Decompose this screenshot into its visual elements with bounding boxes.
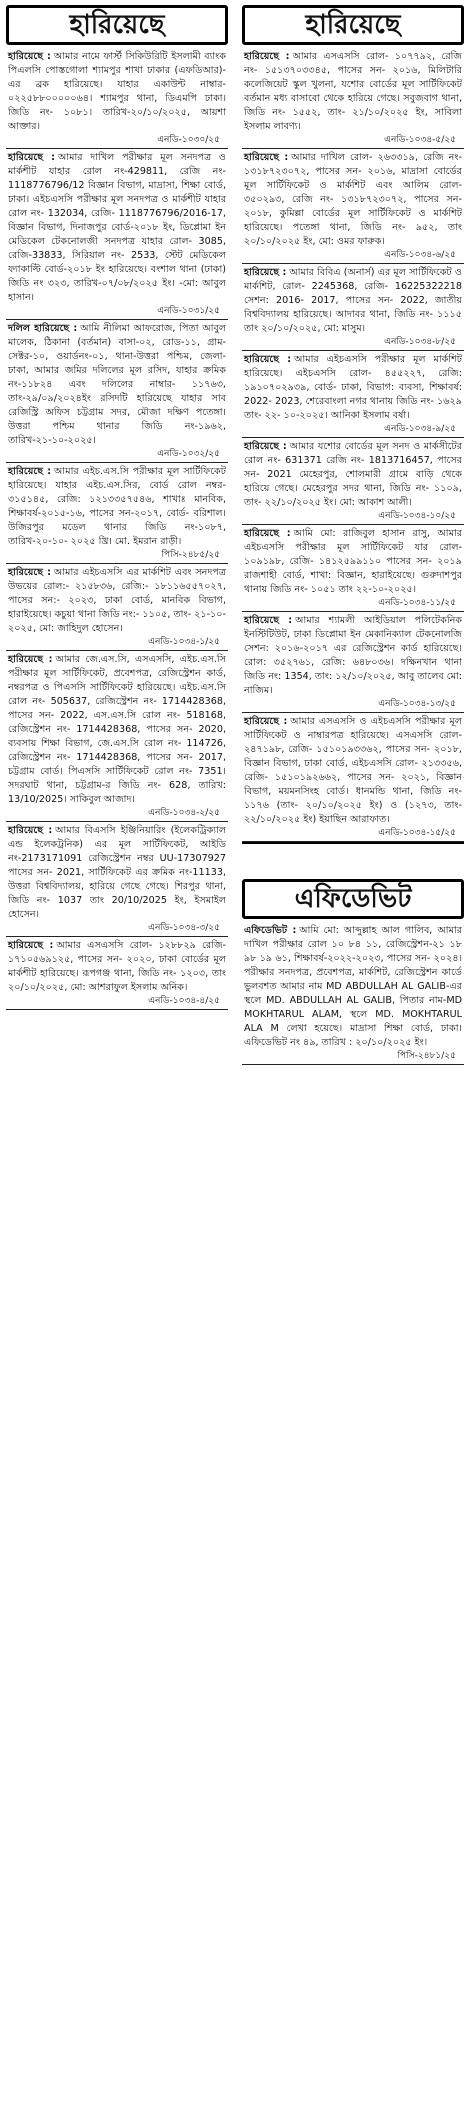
notice-code: এনডি-১০৩৪-৮/২৫ [384, 337, 456, 347]
notice-lead: হারিয়েছে : [244, 354, 292, 365]
notice-lead: হারিয়েছে : [8, 940, 54, 951]
notice-text: আমার এইচ.এস.সি পরীক্ষার মূল সার্টিফিকেট হারিয়েছে। যাহার এইচ.এস.সির, বোর্ড রোল নম্বর- ৩১৫১৪৫, রেজি: ১২১৩৩৫৭৫৪৬, শাখাঃ মানবিক, শিক্ষাবর্ষ-২০১৫-১৬, পাসের সন-২০১৭, বোর্ড- বরিশাল। উজিরপুর মডেল থানার জিডি নং-১০৮৭, তারিখ-২০-১০- ২০২৫ খ্রি। মো. ইমরান রাড়ী। [8, 466, 226, 547]
classified-notice [242, 264, 464, 351]
affidavit-notice [242, 922, 464, 1065]
lost-section-header-left: হারিয়েছে [6, 5, 228, 45]
notice-text: আমার বিএসসি ইঞ্জিনিয়ারিং (ইলেকট্রিক্যাল এন্ড ইলেকট্রনিক) এর মূল সার্টিফিকেট, আইডি নং-2173171091 রেজিস্ট্রেশন নম্বর UU-17307927 পাসের সন- 2021, সার্টিফিকেট এর ক্রমিক নং-11133, উত্তরা বিশ্ববিদ্যালয়, হারিয়ে গেছে গেছে। শিরপুর থানা, জিডি নং- 1037 তাং 20/10/2025 ইং, ইসমাইল হোসেন। [8, 825, 227, 920]
right-ads-list [242, 48, 464, 842]
right-column [242, 5, 464, 1065]
notice-lead: হারিয়েছে : [8, 567, 51, 578]
notice-lead: হারিয়েছে : [8, 654, 53, 665]
notice-lead: দলিল হারিয়েছে : [8, 323, 78, 334]
notice-text: আমার এইচএসসি পরীক্ষার মূল মার্কশিট হারিয়েছে। এইচএসসি রোল- ৪৫৫২২৭, রেজি: ১৯১০৭০২৯৩৯, বোর্ড- ঢাকা, বিভাগ: ব্যবসা, শিক্ষাবর্ষ: 2022- 2023, শেরেবাংলা নগর থানায় জিডি নং- ১৬২৯ তাং- ২২- ১০-২০২৫। আনিকা ইসলাম বর্ষা। [244, 354, 462, 421]
notice-code: এনডি-১০৩৪-২/২৫ [148, 808, 220, 818]
classified-notice [6, 651, 228, 822]
notice-code: এনডি-১০৩১/২৫ [157, 306, 220, 316]
classified-notice [242, 48, 464, 149]
notice-text: আমার নামে ফার্স্ট সিকিউরিটি ইসলামী ব্যাংক পিএলসি পোস্তগোলা শ্যামপুর শাখা ঢাকার (এফডিআর)-এর ব্রক হারিয়েছে। যাহার একাউন্ট নাম্বার- ০২২৫৮৮০০০০০৬৪। শ্যামপুর থানা, ডিএমপি ঢাকা। জিডি নং- ১০৮১। তারিখ-২০/১০/২০২৫, আয়শা আক্তার। [8, 51, 226, 132]
classified-notice [6, 564, 228, 651]
notice-code: এনডি-১০৩৪-১/২৫ [148, 637, 220, 647]
notice-lead: হারিয়েছে : [8, 51, 51, 62]
notice-text: আমার যশোর বোর্ডের মূল সনদ ও মার্কসীটের রোল নং- 631371 রেজি নং- 1813716457, পাসের সন- 2021 মেহেরপুর, শোলমারী গ্রামে বাড়ি থেকে হারিয়ে গেছে। মেহেরপুর সদর থানা, জিডি নং- ১১০৯, তাং- ২২/১০/২০২৫ ইং। মো: আকাশ আলী। [244, 441, 462, 508]
notice-text: আমার দাখিল রোল- ২৬৩৩১৯, রেজি নং- ১৩১৮৭২৩০৭২, পাসের সন- ২০১৬, মাদ্রাসা বোর্ডের মূল সার্টিফিকেট ও মার্কশিট এবং আলিম রোল- ৩৫০২৯৩, রেজি নং- ১৩১৮৭২৩০৭২, পাসের সন- ২০১৮, কুমিল্লা বোর্ডের মূল সার্টিফিকেট ও মার্কশিট হারিয়েছে। পতেঙ্গা থানা, জিডি নং- ৯৫২, তাং ২০/১০/২০২৫ ইং, মো: ওমর ফারুক। [244, 152, 462, 247]
notice-lead: হারিয়েছে : [244, 441, 287, 452]
classified-notice [6, 48, 228, 149]
notice-text: আমার এসএসসি রোল- ১০৭৭৯২, রেজি নং- ১৫১৩৭০৩৩৪৫, পাসের সন- ২০১৬, মিলিটারি কলেজিয়েট স্কুল খুলনা, যশোর বোর্ডের মূল সার্টিফিকেট বর্তমান মধ্য বাসাবো থেকে হারিয়ে গেছে। সবুজবাগ থানা, জিডি নং- ১৫৫২, তাং- ২১/১০/২০২৫ ইং, সাবিলা ইসলাম লাবণ্য। [244, 51, 462, 132]
classified-notice [6, 822, 228, 937]
notice-lead: হারিয়েছে : [244, 615, 293, 626]
notice-code: পিসি-২৪৮৫/২৫ [161, 550, 220, 560]
notice-code: এনডি-১০৩৪-৬/২৫ [384, 250, 456, 260]
notice-lead: হারিয়েছে : [244, 716, 288, 727]
notice-code: এনডি-১০৩৪-১০/২৫ [378, 511, 456, 521]
notice-text: আমার এইচএসসি এর মার্কশিট এবং সনদপত্র উভয়ের রোল:- ২১৫৮৩৬, রেজি:- ১৮১১৬৫৫৭০২৭, পাসের সন:- ২০২৩, ঢাকা বোর্ড, মানবিক বিভাগ, হারাইয়েছে। কচুয়া থানা জিডি নং:- ১১০৫, তাং- ২১-১০- ২০২৫, মো: জাহিদুল হোসেন। [8, 567, 226, 634]
notice-text: আমার শ্যামলী আইডিয়াল পলিটেকনিক ইনস্টিটিউট, ঢাকা ডিপ্লোমা ইন মেকানিক্যাল টেকনোলজি সেশন: ২০১৬-২০১৭ এর রেজিস্ট্রেশন কার্ড হারিয়েছে। রোল: ৩৫২৭৬১, রেজি: ৬৪৮০৩৬। দক্ষিনখান থানা জিডি নং: 1354, তাং: ১২/১০/২০২৫, আবু তালেব মো: নাজিম। [244, 615, 463, 696]
left-column [6, 5, 228, 1010]
classified-notice [242, 438, 464, 525]
section-divider [242, 842, 464, 879]
classified-notice [6, 463, 228, 564]
classified-notice [6, 149, 228, 320]
notice-code: এনডি-১০৩৪-৩/২৫ [148, 923, 220, 933]
notice-code: এনডি-১০৩২/২৫ [157, 449, 220, 459]
notice-lead: হারিয়েছে : [244, 51, 290, 62]
notice-lead: হারিয়েছে : [244, 528, 291, 539]
classified-notice [242, 612, 464, 713]
notice-code: এনডি-১০৩০/২৫ [157, 135, 220, 145]
classified-notice [6, 320, 228, 463]
notice-code: এনডি-১০৩৪-৫/২৫ [384, 135, 456, 145]
classified-notice [242, 149, 464, 264]
notice-code: এনডি-১০৩৪-৪/২৫ [148, 996, 220, 1006]
classified-notice [242, 525, 464, 612]
notice-lead: হারিয়েছে : [8, 825, 53, 836]
classified-notice [6, 937, 228, 1010]
notice-text: আমার এসএসসি ও এইচএসসি পরীক্ষার মূল সার্টিফিকেট ও নাম্বারপত্র হারিয়েছে। এসএসসি রোল- ২৪৭১৯৮, রেজি- ১৫১০১৯৩৩৬২, পাসের সন- ২০১৮, বিজ্ঞান বিভাগ, ঢাকা বোর্ড, এইচএসসি রোল- ২১৩৩৫৬, রেজি- ১৫১০১৯২৬৬২, পাসের সন- ২০২১, বিজ্ঞান বিভাগ, ময়মনসিংহ বোর্ড। ধানমন্ডি থানা, জিডি নং- ১১৭৬ (তাং- ২০/১০/২০২৫ ইং) ও (১২৭৩, তাং- ২২/১০/২০২৫ ইং) ইয়াছিন আরাফাত। [244, 716, 462, 825]
classified-notice [242, 713, 464, 842]
notice-text: আমার এসএসসি রোল- ১২৮৮২৯ রেজি- ১৭১০৫৬৯১২৫, পাসের সন- ২০২০, ঢাকা বোর্ডের মূল মার্কশীট হারিয়েছে। রূপগঞ্জ থানা, জিডি নং- ১২০৩, তাং ২০/১০/২০২৫, মো: আশরাফুল ইসলাম অনিক। [8, 940, 227, 993]
affidavit-lead: এফিডেভিট : [244, 925, 297, 936]
notice-code: এনডি-১০৩৪-৯/২৫ [384, 424, 456, 434]
notice-code: এনডি-১০৩৪-১১/২৫ [378, 598, 456, 608]
notice-text: আমার জে.এস.সি, এসএসসি, এইচ.এস.সি পরীক্ষার মূল সার্টিফিকেট, প্রবেশপত্র, রেজিস্ট্রেশন কার্ড, নম্বরপত্র ও পিএসসি সার্টিফিকেট হারিয়েছে। এইচ.এস.সি রোল নং- 505637, রেজিস্ট্রেশন নং- 1714428368, পাসের সন- 2022, এস.এস.সি রোল নং- 518168, রেজিস্ট্রেশন নং- 1714428368, পাসের সন- 2020, ব্যবসায় শিক্ষা বিভাগ, জে.এস.সি রোল নং- 114726, রেজিস্ট্রেশন নং- 1714428368, পাসের সন- 2017, চট্টগ্রাম বোর্ড। পিএসসি সার্টিফিকেট রোল নং- 7351। সদরঘাট থানা, চট্টগ্রাম-র জিডি নং- 628, তারিখ: 13/10/2025। সাকিবুল আজাদ। [8, 654, 226, 805]
notice-text: আমি মো: রাজিবুল হাসান রাসু, আমার এইচএসসি পরীক্ষার মূল সার্টিফিকেট যার রোল- ১০৯১৯৮, রেজি- ১৪১২৫৯৯১১০ পাসের সন- ২০১৯ রাজশাহী বোর্ড, শাখা: বিজ্ঞান, হারাইয়েছে। গুরুদাশপুর থানায় জিডি নং- ১০৫১ তাং ২২-১০-২০২৫। [244, 528, 463, 595]
notice-text: আমার দাখিল পরীক্ষার মূল সনদপত্র ও মার্কশীট যাহার রোল নং-429811, রেজি নং- 1118776796/12 বিজ্ঞান বিভাগ, মাদ্রাসা, শিক্ষা বোর্ড, ঢাকা। এইচএসসি পরীক্ষার মূল সনদপত্র ও মার্কশীট যাহার রোল নং- 132034, রেজি- 1118776796/2016-17, বিজ্ঞান বিভাগ, দিনাজপুর বোর্ড-২০১৮ ইং, ডিপ্লোমা ইন মেডিকেল টেকনোলজী সনদপত্র যাহার রোল- 3085, রেজি-33833, সিরিয়াল নং- 2533, স্টেট মেডিকেল ফ্যাকাল্টি বোর্ড-২০১৮ ইং হারিয়েছে। বংশাল থানা (ঢাকা) জিডি নং ৩২৩, তারিখ-০৭/০৮/২০২৫ ইং। -মো: আবুল হাসান। [8, 152, 226, 303]
notice-text: আমি নীলিমা আফরোজ, পিতা আবুল মালেক, ঠিকানা (বর্তমান) বাসা-০২, রোড-১১, গ্রাম-সেক্টর-১০, ওয়ার্ডনং-০১, থানা-উত্তরা পশ্চিম, জেলা-ঢাকা, আমার জমির দলিলের মূল রসিদ, যাহার ক্রমিক নং-১১৮২৪ এবং দলিলের নাম্বার- ১১৭৬৩, তাং-২৯/০৯/২০২৪ইং রসিদটি হারিয়েছে যাহার সাব রেজিস্ট্রি অফিস চট্টগ্রাম সদর, মৌজা দক্ষিণ পতেঙ্গা। উত্তরা পশ্চিম থানার জিডি নং-১৯৬২, তারিখ-২১-১০-২০২৫। [8, 323, 226, 446]
notice-code: এনডি-১০৩৪-১৩/২৫ [378, 699, 456, 709]
notice-lead: হারিয়েছে : [244, 152, 289, 163]
left-ads-list [6, 48, 228, 1010]
notice-lead: হারিয়েছে : [8, 466, 52, 477]
notice-lead: হারিয়েছে : [244, 267, 287, 278]
affidavit-text: আমি মো: আব্দুল্লাহ আল গালিব, আমার দাখিল পরীক্ষার রোল ১০ ৮৪ ১১, রেজিস্ট্রেশন-২১ ১৮ ৯৮ ১৯ ৬১, শিক্ষাবর্ষ-২০২২-২০২৩, পাসের সন- ২০২৪। পরীক্ষার সনদপত্র, প্রবেশপত্র, মার্কশিট, রেজিস্ট্রেশন কার্ডে ভুলবশত আমার নাম MD ABDULLAH AL GALIB-এর স্থলে MD. ABDULLAH AL GALIB, পিতার নাম-MD MOKHTARUL ALAM, স্থলে MD. MOKHTARUL ALA M লেখা হয়েছে। মাদ্রাসা শিক্ষা বোর্ড, ঢাকা। এফিডেভিট নং ৪৯, তারিখ : ২০/১০/২০২৫ ইং। [244, 925, 462, 1048]
notice-lead: হারিয়েছে : [8, 152, 55, 163]
lost-section-header-right: হারিয়েছে [242, 5, 464, 45]
affidavit-section-header: এফিডেভিট [242, 879, 464, 919]
affidavit-code: পিসি-২৪৮১/২৫ [397, 1051, 456, 1061]
notice-text: আমার বিবিএ (অনার্স) এর মূল সার্টিফিকেট ও মার্কশিট, রোল- 2245368, রেজি- 16225322218 সেশন: 2016- 2017, পাসের সন- 2022, জাতীয় বিশ্ববিদ্যালয় হারিয়েছে। আদাবর থানা, জিডি নং- ১১১৫ তাং ২০/১০/২০২৫, মো: মাসুম। [244, 267, 462, 334]
notice-code: এনডি-১০৩৪-১৫/২৫ [378, 828, 456, 838]
classified-notice [242, 351, 464, 438]
